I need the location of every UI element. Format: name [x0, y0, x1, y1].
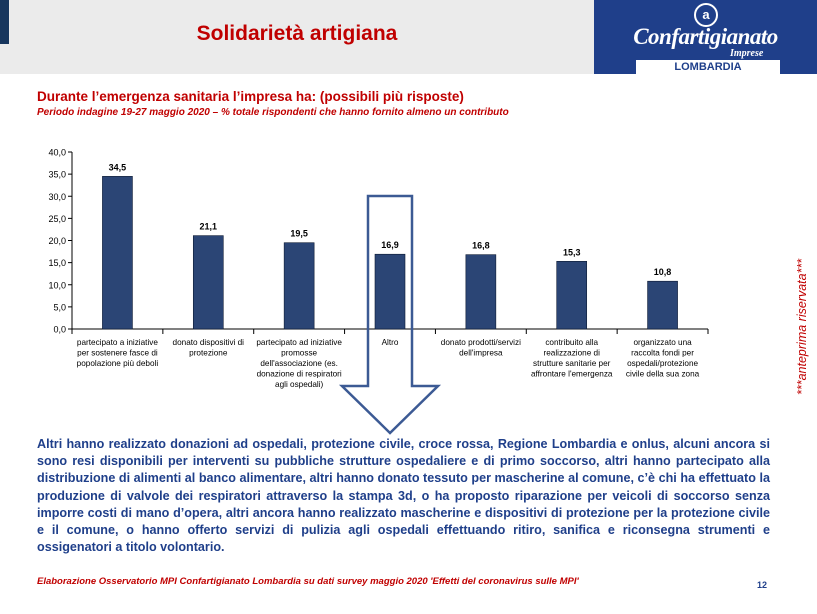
category-label: donato dispositivi di protezione	[172, 338, 245, 358]
data-label: 15,3	[562, 247, 581, 258]
data-label: 10,8	[653, 267, 672, 278]
logo-sub: Imprese	[730, 48, 764, 59]
y-tick-label: 25,0	[48, 213, 66, 224]
category-label: donato prodotti/servizi dell'impresa	[440, 338, 521, 358]
category-label: Altro	[381, 338, 399, 347]
confartigianato-logo	[594, 0, 817, 74]
category-label: partecipato a iniziative per sostenere fasce di popolazione più deboli	[76, 338, 159, 368]
y-tick-label: 30,0	[48, 191, 66, 202]
data-label: 16,8	[472, 240, 490, 251]
y-tick-label: 10,0	[48, 280, 66, 291]
bar	[284, 243, 314, 329]
category-label: organizzato una raccolta fondi per ospedali/protezione civile della sua zona	[625, 338, 700, 379]
chart-question: Durante l’emergenza sanitaria l’impresa ha: (possibili più risposte)	[37, 89, 464, 104]
footer-source: Elaborazione Osservatorio MPI Confartigianato Lombardia su dati survey maggio 2020 'Effetti del coronavirus sulle MPI'	[37, 576, 579, 587]
bar	[193, 236, 223, 329]
category-label: partecipato ad iniziative promosse dell'associazione (es. donazione di respiratori agli ospedali)	[256, 338, 342, 389]
bar	[648, 281, 678, 329]
bar	[375, 254, 405, 329]
category-label: contribuito alla realizzazione di strutture sanitarie per affrontare l'emergenza	[530, 338, 613, 379]
data-label: 16,9	[381, 240, 399, 251]
logo-symbol: a	[694, 3, 718, 27]
y-tick-label: 20,0	[48, 236, 66, 246]
data-label: 21,1	[199, 221, 218, 232]
side-note: ***anteprima riservata***	[795, 258, 809, 395]
page-title: Solidarietà artigiana	[196, 22, 398, 45]
body-paragraph: Altri hanno realizzato donazioni ad ospedali, protezione civile, croce rossa, Regione Lombardia e onlus, alcuni ancora si sono resi disponibili per interventi su pubbliche strutture ospedaliere e di primo soccorso, altri hanno partecipato alla distribuzione di alimenti al banco alimentare, altri hanno donato tessuto per mascherine al comune, c’è chi ha effettuato la produzione di valvole dei respiratori attraverso la stampa 3d, o ha proposto riparazione per veicoli di soccorso senza imporre costi di mano d’opera, altri ancora hanno realizzato mascherine e dispositivi di protezione per la protezione civile e il comune, o hanno offerto servizi di pulizia agli ospedali effettuando ritiro, sanifica e riconsegna strumenti e ossigenatori a titolo volontario.	[37, 437, 770, 555]
chart-period: Periodo indagine 19-27 maggio 2020 – % totale rispondenti che hanno fornito almeno un contributo	[37, 107, 509, 118]
y-tick-label: 40,0	[48, 147, 66, 158]
logo-name: Confartigianato	[633, 24, 778, 49]
data-label: 34,5	[108, 162, 127, 173]
bar	[466, 255, 496, 329]
y-tick-label: 15,0	[48, 258, 66, 269]
y-tick-label: 5,0	[53, 302, 66, 313]
y-tick-label: 0,0	[53, 324, 66, 335]
page-number: 12	[757, 580, 768, 590]
bar	[102, 176, 132, 329]
bar	[557, 261, 587, 329]
y-tick-label: 35,0	[48, 169, 66, 180]
bar-chart	[0, 140, 760, 440]
logo-region: LOMBARDIA	[636, 60, 780, 74]
data-label: 19,5	[290, 228, 308, 239]
